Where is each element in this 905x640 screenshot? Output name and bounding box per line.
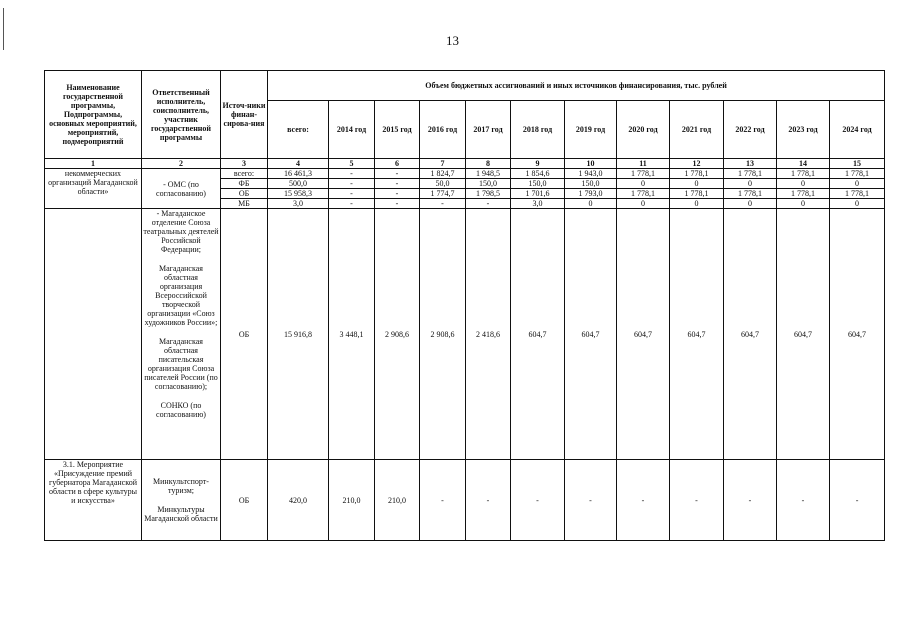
value-cell: -	[420, 199, 466, 209]
column-number: 7	[420, 159, 466, 169]
value-cell: 1 778,1	[777, 189, 830, 199]
header-volume: Объем бюджетных ассигнований и иных источников финансирования, тыс. рублей	[268, 71, 885, 101]
value-cell: -	[830, 460, 885, 541]
value-cell: 500,0	[268, 179, 329, 189]
value-cell: 0	[670, 179, 724, 189]
value-cell: 420,0	[268, 460, 329, 541]
column-number: 2	[142, 159, 221, 169]
value-cell: 0	[830, 179, 885, 189]
header-responsible: Ответственный исполнитель, соисполнитель, участник государственной программы	[142, 71, 221, 159]
value-cell: 1 778,1	[830, 169, 885, 179]
measure-name-cell: 3.1. Мероприятие «Присуждение премий губернатора Магаданской области в сфере культуры и искусства»	[45, 460, 142, 541]
header-row-1	[45, 71, 885, 101]
value-cell: 1 778,1	[830, 189, 885, 199]
responsible-cell: - ОМС (по согласованию)	[142, 169, 221, 209]
value-cell: -	[375, 179, 420, 189]
value-cell: 1 943,0	[565, 169, 617, 179]
header-year: 2022 год	[724, 101, 777, 159]
value-cell: 604,7	[724, 209, 777, 460]
header-year: 2015 год	[375, 101, 420, 159]
header-year: 2018 год	[511, 101, 565, 159]
value-cell: 0	[830, 199, 885, 209]
value-cell: 210,0	[375, 460, 420, 541]
value-cell: 150,0	[511, 179, 565, 189]
header-year: 2020 год	[617, 101, 670, 159]
value-cell: 1 778,1	[777, 169, 830, 179]
value-cell: 0	[777, 199, 830, 209]
table-row	[45, 460, 885, 541]
responsible-list-cell	[142, 460, 221, 541]
value-cell: 604,7	[777, 209, 830, 460]
header-year: 2019 год	[565, 101, 617, 159]
value-cell: 210,0	[329, 460, 375, 541]
column-number: 12	[670, 159, 724, 169]
header-name: Наименование государственной программы, Подпрограммы, основных мероприятий, мероприятий, подмероприятий	[45, 71, 142, 159]
header-year: 2024 год	[830, 101, 885, 159]
source-cell: ОБ	[221, 189, 268, 199]
measure-name-cell	[45, 209, 142, 460]
value-cell: 1 793,0	[565, 189, 617, 199]
value-cell: 150,0	[565, 179, 617, 189]
column-number: 9	[511, 159, 565, 169]
value-cell: 604,7	[617, 209, 670, 460]
source-cell: ОБ	[221, 209, 268, 460]
header-year: 2021 год	[670, 101, 724, 159]
measure-name-cell: некоммерческих организаций Магаданской области»	[45, 169, 142, 209]
value-cell: 1 701,6	[511, 189, 565, 199]
value-cell: 0	[777, 179, 830, 189]
value-cell: -	[724, 460, 777, 541]
table-row	[45, 209, 885, 460]
value-cell: 0	[670, 199, 724, 209]
value-cell: 3,0	[268, 199, 329, 209]
value-cell: -	[329, 199, 375, 209]
value-cell: 1 778,1	[617, 169, 670, 179]
value-cell: -	[375, 169, 420, 179]
responsible-item: Магаданская областная организация Всероссийской творческой организации «Союз художников России»;	[144, 264, 218, 327]
header-source: Источ-ники финан-сирова-ния	[221, 71, 268, 159]
value-cell: 0	[724, 179, 777, 189]
column-number-row	[45, 159, 885, 169]
value-cell: -	[329, 169, 375, 179]
responsible-item: Магаданская областная писательская организация Союза писателей России (по согласованию);	[144, 337, 218, 391]
value-cell: -	[617, 460, 670, 541]
header-year: 2014 год	[329, 101, 375, 159]
value-cell: 1 778,1	[670, 169, 724, 179]
responsible-list-cell	[142, 209, 221, 460]
value-cell: 2 418,6	[466, 209, 511, 460]
value-cell: 0	[617, 199, 670, 209]
value-cell: -	[511, 460, 565, 541]
page-number: 13	[446, 33, 459, 48]
source-cell: ОБ	[221, 460, 268, 541]
value-cell: -	[375, 189, 420, 199]
column-number: 10	[565, 159, 617, 169]
value-cell: -	[565, 460, 617, 541]
column-number: 4	[268, 159, 329, 169]
responsible-item: Минкультуры Магаданской области	[144, 505, 218, 523]
header-year: 2017 год	[466, 101, 511, 159]
value-cell: 0	[724, 199, 777, 209]
column-number: 11	[617, 159, 670, 169]
column-number: 6	[375, 159, 420, 169]
header-total: всего:	[268, 101, 329, 159]
header-year: 2016 год	[420, 101, 466, 159]
value-cell: 1 774,7	[420, 189, 466, 199]
value-cell: 15 958,3	[268, 189, 329, 199]
column-number: 15	[830, 159, 885, 169]
responsible-item: - Магаданское отделение Союза театральных деятелей Российской Федерации;	[143, 209, 219, 254]
column-number: 5	[329, 159, 375, 169]
column-number: 3	[221, 159, 268, 169]
column-number: 13	[724, 159, 777, 169]
value-cell: -	[777, 460, 830, 541]
budget-table	[44, 70, 885, 541]
value-cell: -	[329, 189, 375, 199]
value-cell: 0	[565, 199, 617, 209]
table-row	[45, 169, 885, 179]
column-number: 8	[466, 159, 511, 169]
value-cell: 150,0	[466, 179, 511, 189]
value-cell: 2 908,6	[420, 209, 466, 460]
value-cell: 1 948,5	[466, 169, 511, 179]
value-cell: 604,7	[830, 209, 885, 460]
value-cell: 1 778,1	[724, 189, 777, 199]
value-cell: 604,7	[511, 209, 565, 460]
value-cell: 0	[617, 179, 670, 189]
value-cell: 1 798,5	[466, 189, 511, 199]
header-year: 2023 год	[777, 101, 830, 159]
value-cell: 1 778,1	[617, 189, 670, 199]
value-cell: -	[329, 179, 375, 189]
value-cell: 3,0	[511, 199, 565, 209]
responsible-item: СОНКО (по согласованию)	[156, 401, 206, 419]
source-cell: МБ	[221, 199, 268, 209]
value-cell: -	[466, 199, 511, 209]
value-cell: 1 778,1	[724, 169, 777, 179]
value-cell: 3 448,1	[329, 209, 375, 460]
value-cell: -	[670, 460, 724, 541]
source-cell: ФБ	[221, 179, 268, 189]
value-cell: 1 854,6	[511, 169, 565, 179]
value-cell: 16 461,3	[268, 169, 329, 179]
value-cell: 1 778,1	[670, 189, 724, 199]
value-cell: -	[375, 199, 420, 209]
value-cell: 2 908,6	[375, 209, 420, 460]
value-cell: -	[420, 460, 466, 541]
source-cell: всего:	[221, 169, 268, 179]
value-cell: 15 916,8	[268, 209, 329, 460]
value-cell: 1 824,7	[420, 169, 466, 179]
column-number: 1	[45, 159, 142, 169]
column-number: 14	[777, 159, 830, 169]
value-cell: 50,0	[420, 179, 466, 189]
value-cell: 604,7	[670, 209, 724, 460]
responsible-item: Минкультспорт-туризм;	[153, 477, 209, 495]
value-cell: -	[466, 460, 511, 541]
value-cell: 604,7	[565, 209, 617, 460]
